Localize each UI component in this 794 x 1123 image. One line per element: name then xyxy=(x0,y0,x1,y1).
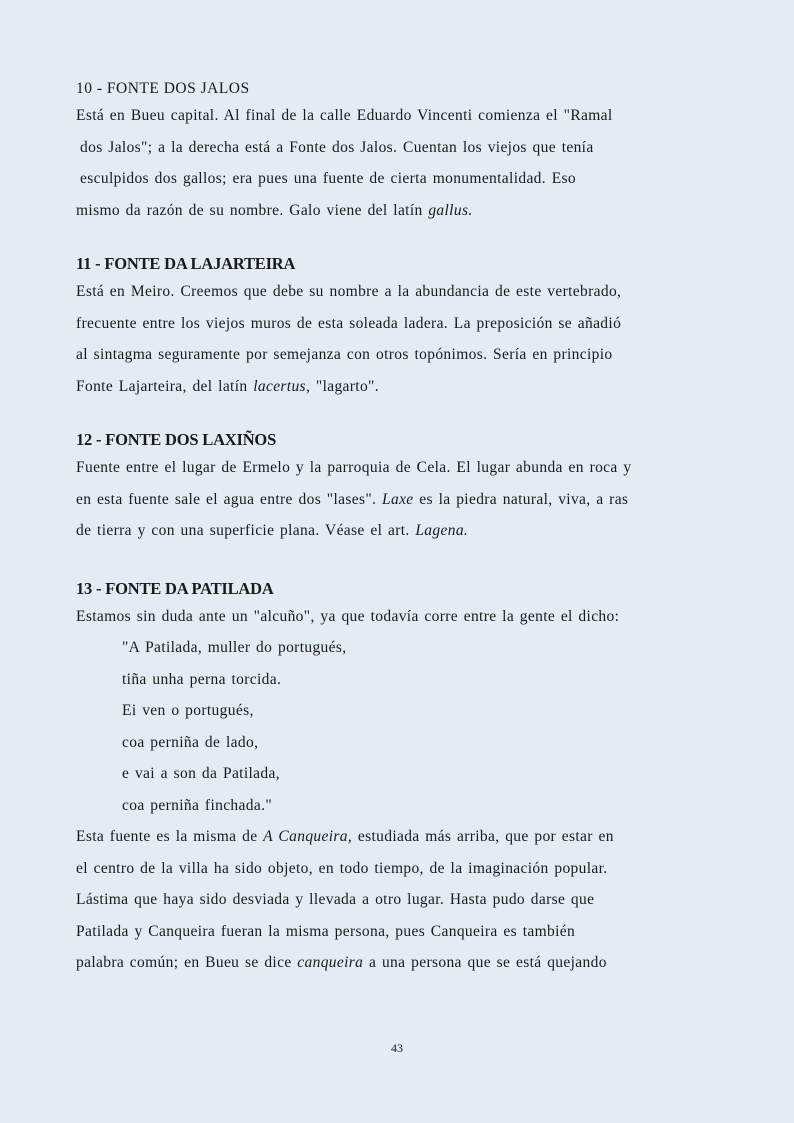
section-12-heading: 12 - FONTE DOS LAXIÑOS xyxy=(76,430,277,449)
section-11-body xyxy=(76,276,726,402)
body-line xyxy=(76,339,726,371)
text-run: frecuente entre los viejos muros de esta soleada ladera. La preposición se añadió xyxy=(76,314,622,332)
section-gap xyxy=(76,402,726,428)
body-line xyxy=(76,884,726,916)
text-run: Patilada y Canqueira fueran la misma persona, pues Canqueira es también xyxy=(76,922,576,940)
text-run: Está en Meiro. Creemos que debe su nombre a la abundancia de este vertebrado, xyxy=(76,283,622,300)
text-run: esculpidos dos gallos; era pues una fuente de cierta monumentalidad. Eso xyxy=(80,170,577,187)
body-line xyxy=(76,195,726,227)
text-run: en esta fuente sale el agua entre dos "lases". xyxy=(76,490,382,508)
body-line xyxy=(76,916,726,948)
document-page xyxy=(76,78,726,979)
text-run: estudiada más arriba, que por estar en xyxy=(352,828,614,845)
text-run: mismo da razón de su nombre. Galo viene del latín xyxy=(76,201,429,219)
section-10-heading: 10 - FONTE DOS JALOS xyxy=(76,80,250,97)
body-line xyxy=(76,947,726,979)
text-run: el centro de la villa ha sido objeto, en todo tiempo, de la imaginación popular. xyxy=(76,859,608,877)
verse-block xyxy=(76,632,726,821)
italic-term: gallus. xyxy=(428,201,473,219)
body-line xyxy=(76,821,726,853)
text-run: "lagarto". xyxy=(310,377,379,395)
body-line xyxy=(76,308,726,340)
italic-term: Lagena. xyxy=(415,522,469,539)
section-10-body xyxy=(76,100,726,226)
text-run: dos Jalos"; a la derecha está a Fonte dos Jalos. Cuentan los viejos que tenía xyxy=(80,138,594,156)
section-11-heading: 11 - FONTE DA LAJARTEIRA xyxy=(76,254,296,273)
section-12-body xyxy=(76,452,726,547)
body-line xyxy=(76,132,726,164)
text-run: es la piedra natural, viva, a ras xyxy=(413,490,629,508)
body-line xyxy=(76,163,726,195)
body-line xyxy=(76,515,726,547)
text-run: Lástima que haya sido desviada y llevada a otro lugar. Hasta pudo darse que xyxy=(76,891,595,908)
text-run: Fuente entre el lugar de Ermelo y la parroquia de Cela. El lugar abunda en roca y xyxy=(76,459,632,476)
body-line xyxy=(76,371,726,403)
verse-line: tiña unha perna torcida. xyxy=(122,670,282,688)
body-line xyxy=(76,452,726,484)
text-run: al sintagma seguramente por semejanza con otros topónimos. Sería en principio xyxy=(76,346,613,363)
section-gap xyxy=(76,547,726,577)
text-run: Está en Bueu capital. Al final de la calle Eduardo Vincenti comienza el "Ramal xyxy=(76,107,613,124)
body-line xyxy=(76,100,726,132)
body-line: Estamos sin duda ante un "alcuño", ya que todavía corre entre la gente el dicho: xyxy=(76,607,620,625)
verse-line: Ei ven o portugués, xyxy=(122,702,254,719)
text-run: Esta fuente es la misma de xyxy=(76,828,264,845)
section-gap xyxy=(76,226,726,252)
text-run: palabra común; en Bueu se dice xyxy=(76,954,298,971)
body-line xyxy=(76,276,726,308)
page-number: 43 xyxy=(391,1041,403,1055)
verse-line: coa perniña de lado, xyxy=(122,733,259,751)
italic-term: A Canqueira, xyxy=(263,828,353,845)
text-run: de tierra y con una superficie plana. Véase el art. xyxy=(76,522,416,539)
verse-line: coa perniña finchada." xyxy=(122,796,272,814)
section-13-body xyxy=(76,601,726,979)
body-line xyxy=(76,853,726,885)
italic-term: lacertus, xyxy=(253,377,311,395)
section-13-heading: 13 - FONTE DA PATILADA xyxy=(76,578,274,598)
body-line xyxy=(76,484,726,516)
verse-line: "A Patilada, muller do portugués, xyxy=(122,639,347,656)
text-run: a una persona que se está quejando xyxy=(363,954,607,971)
italic-term: Laxe xyxy=(382,490,414,508)
italic-term: canqueira xyxy=(297,954,364,971)
verse-line: e vai a son da Patilada, xyxy=(122,765,280,782)
text-run: Fonte Lajarteira, del latín xyxy=(76,377,254,395)
